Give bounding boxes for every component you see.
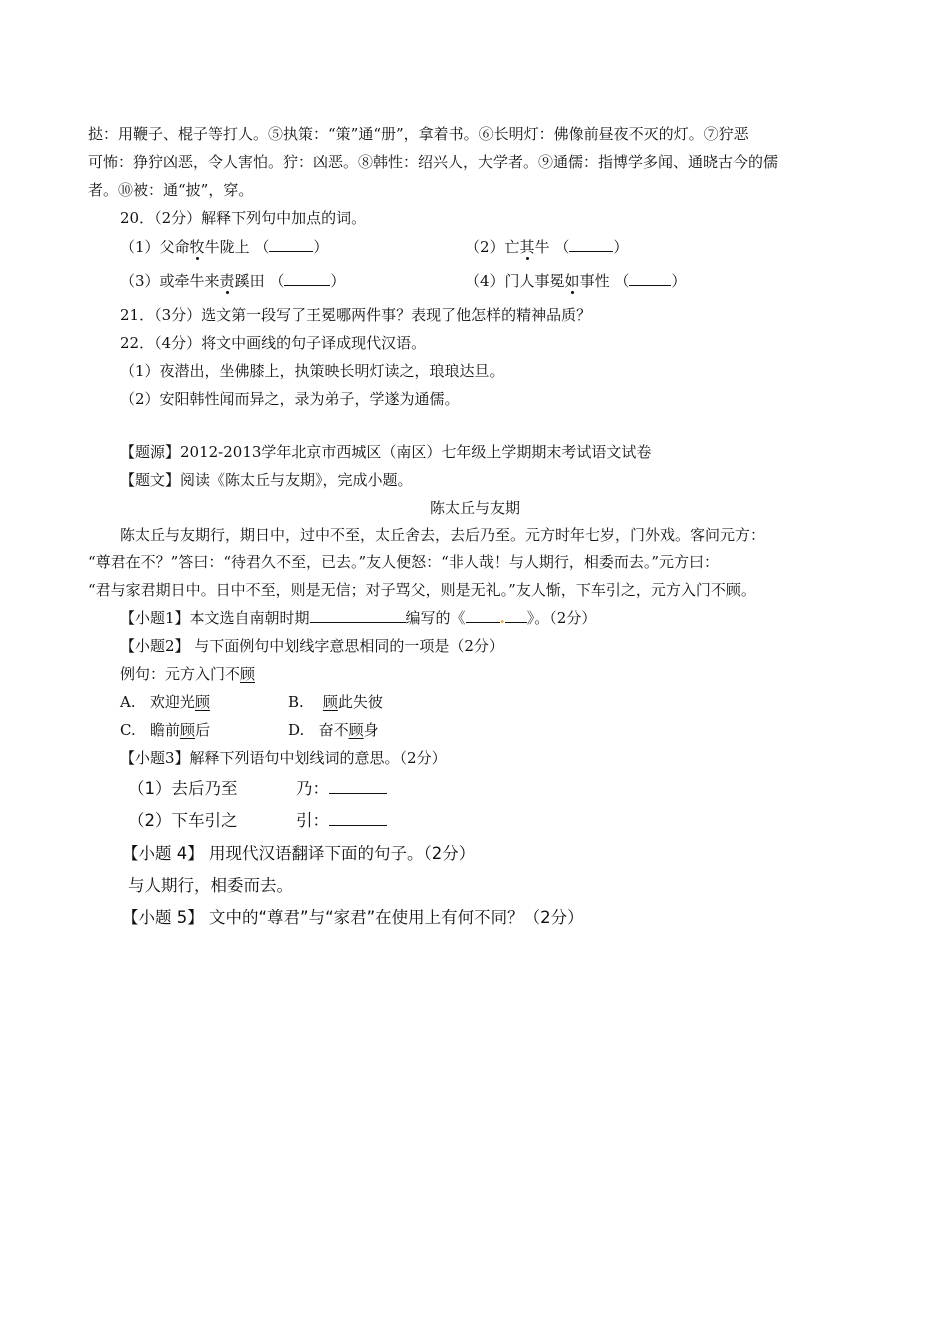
answer-blank[interactable] bbox=[505, 608, 527, 623]
prompt-line: 【题文】阅读《陈太丘与友期》，完成小题。 bbox=[120, 471, 413, 489]
option-d[interactable] bbox=[288, 720, 379, 740]
question-21: 21．（3分）选文第一段写了王冕哪两件事？表现了他怎样的精神品质？ bbox=[120, 306, 592, 324]
option-b[interactable] bbox=[288, 692, 383, 712]
bracket: ） bbox=[613, 238, 629, 256]
option-c[interactable] bbox=[120, 720, 210, 740]
underlined-word: 顾 bbox=[180, 721, 196, 739]
dotted-word: 其 bbox=[519, 238, 535, 256]
question-22-stem: 22．（4分）将文中画线的句子译成现代汉语。 bbox=[120, 334, 427, 352]
option-text: 后 bbox=[195, 721, 211, 739]
notes-line-1: 挞：用鞭子、棍子等打人。⑤执策：“策”通“册”，拿着书。⑥长明灯：佛像前昼夜不灭的灯。⑦狞恶 bbox=[88, 125, 749, 143]
question-20-stem: 20．（2分）解释下列句中加点的词。 bbox=[120, 209, 367, 227]
question-22-sentence-2: （2）安阳韩性闻而异之，录为弟子，学遂为通儒。 bbox=[120, 390, 460, 408]
item-text: 牛 （ bbox=[534, 238, 570, 256]
sub-question-3-key-1 bbox=[296, 779, 387, 799]
question-20-item-1 bbox=[120, 237, 328, 257]
mark-dot: . bbox=[499, 609, 505, 627]
option-label: B. bbox=[288, 693, 304, 711]
bracket: ） bbox=[671, 272, 687, 290]
sub-question-4-sentence: 与人期行，相委而去。 bbox=[128, 876, 293, 895]
underlined-word: 顾 bbox=[194, 693, 210, 711]
dotted-word: 责 bbox=[219, 272, 235, 290]
passage-line-3: “君与家君期日中。日中不至，则是无信；对子骂父，则是无礼。”友人惭，下车引之，元方入门不顾。 bbox=[88, 581, 756, 599]
sub-question-3-stem: 【小题3】解释下列语句中划线词的意思。（2分） bbox=[120, 749, 447, 767]
option-label: D. bbox=[288, 721, 305, 739]
option-text: 身 bbox=[363, 721, 379, 739]
item-text: （4）门人事冕 bbox=[465, 272, 565, 290]
answer-blank[interactable] bbox=[269, 237, 313, 252]
notes-line-2: 可怖：狰狞凶恶，令人害怕。狞：凶恶。⑧韩性：绍兴人，大学者。⑨通儒：指博学多闻、通晓古今的儒 bbox=[88, 153, 779, 171]
sub-question-1 bbox=[120, 608, 596, 628]
question-22-sentence-1: （1）夜潜出，坐佛膝上，执策映长明灯读之，琅琅达旦。 bbox=[120, 362, 505, 380]
question-20-item-3 bbox=[120, 271, 345, 291]
question-20-item-2 bbox=[465, 237, 628, 257]
sub-question-3-key-2 bbox=[296, 811, 387, 831]
key-text: 引： bbox=[296, 811, 329, 830]
answer-blank[interactable] bbox=[310, 608, 406, 623]
sub-question-text: 编写的《 bbox=[405, 609, 466, 627]
passage-title: 陈太丘与友期 bbox=[429, 499, 520, 517]
underlined-word: 顾 bbox=[348, 721, 364, 739]
item-text: （3）或牵牛来 bbox=[120, 272, 220, 290]
sub-question-2-stem: 【小题2】 与下面例句中划线字意思相同的一项是（2分） bbox=[120, 637, 504, 655]
option-label: A. bbox=[120, 693, 136, 711]
option-label: C. bbox=[120, 721, 136, 739]
item-text: 事性 （ bbox=[579, 272, 630, 290]
bracket: ） bbox=[330, 272, 346, 290]
passage-line-2: “尊君在不？”答曰：“待君久不至，已去。”友人便怒：“非人哉！与人期行，相委而去。”元方曰： bbox=[88, 553, 720, 571]
answer-blank[interactable] bbox=[329, 811, 387, 826]
answer-blank[interactable] bbox=[569, 237, 613, 252]
sub-question-3-item-2: （2）下车引之 bbox=[128, 811, 238, 830]
option-text: 欢迎光 bbox=[149, 693, 195, 711]
option-text: 瞻前 bbox=[150, 721, 181, 739]
example-text: 例句：元方入门不 bbox=[120, 665, 241, 683]
notes-line-3: 者。⑩被：通“披”，穿。 bbox=[88, 181, 254, 199]
answer-blank[interactable] bbox=[284, 271, 330, 286]
answer-blank[interactable] bbox=[466, 608, 500, 623]
sub-question-text: 【小题1】本文选自南朝时期 bbox=[120, 609, 310, 627]
dotted-word: 牧 bbox=[189, 238, 205, 256]
key-text: 乃： bbox=[296, 779, 329, 798]
source-line: 【题源】2012-2013学年北京市西城区（南区）七年级上学期期末考试语文试卷 bbox=[120, 443, 652, 461]
answer-blank[interactable] bbox=[629, 271, 671, 286]
bracket: ） bbox=[313, 238, 329, 256]
item-text: 蹊田 （ bbox=[234, 272, 285, 290]
option-a[interactable] bbox=[120, 692, 210, 712]
item-text: 牛陇上 （ bbox=[204, 238, 270, 256]
sub-question-text: 》。（2分） bbox=[526, 609, 597, 627]
option-text: 奋不 bbox=[318, 721, 349, 739]
sub-question-3-item-1: （1）去后乃至 bbox=[128, 779, 238, 798]
option-text: 此失彼 bbox=[337, 693, 383, 711]
sub-question-5: 【小题 5】 文中的“尊君”与“家君”在使用上有何不同？（2分） bbox=[122, 908, 584, 927]
underlined-word: 顾 bbox=[322, 693, 338, 711]
example-sentence bbox=[120, 664, 255, 684]
question-20-item-4 bbox=[465, 271, 686, 291]
passage-line-1: 陈太丘与友期行，期日中，过中不至，太丘舍去，去后乃至。元方时年七岁，门外戏。客问元方： bbox=[120, 526, 766, 544]
answer-blank[interactable] bbox=[329, 779, 387, 794]
item-text: （2）亡 bbox=[465, 238, 520, 256]
sub-question-4-stem: 【小题 4】 用现代汉语翻译下面的句子。（2分） bbox=[122, 844, 476, 863]
dotted-word: 如 bbox=[564, 272, 580, 290]
item-text: （1）父命 bbox=[120, 238, 190, 256]
underlined-word: 顾 bbox=[240, 665, 256, 683]
